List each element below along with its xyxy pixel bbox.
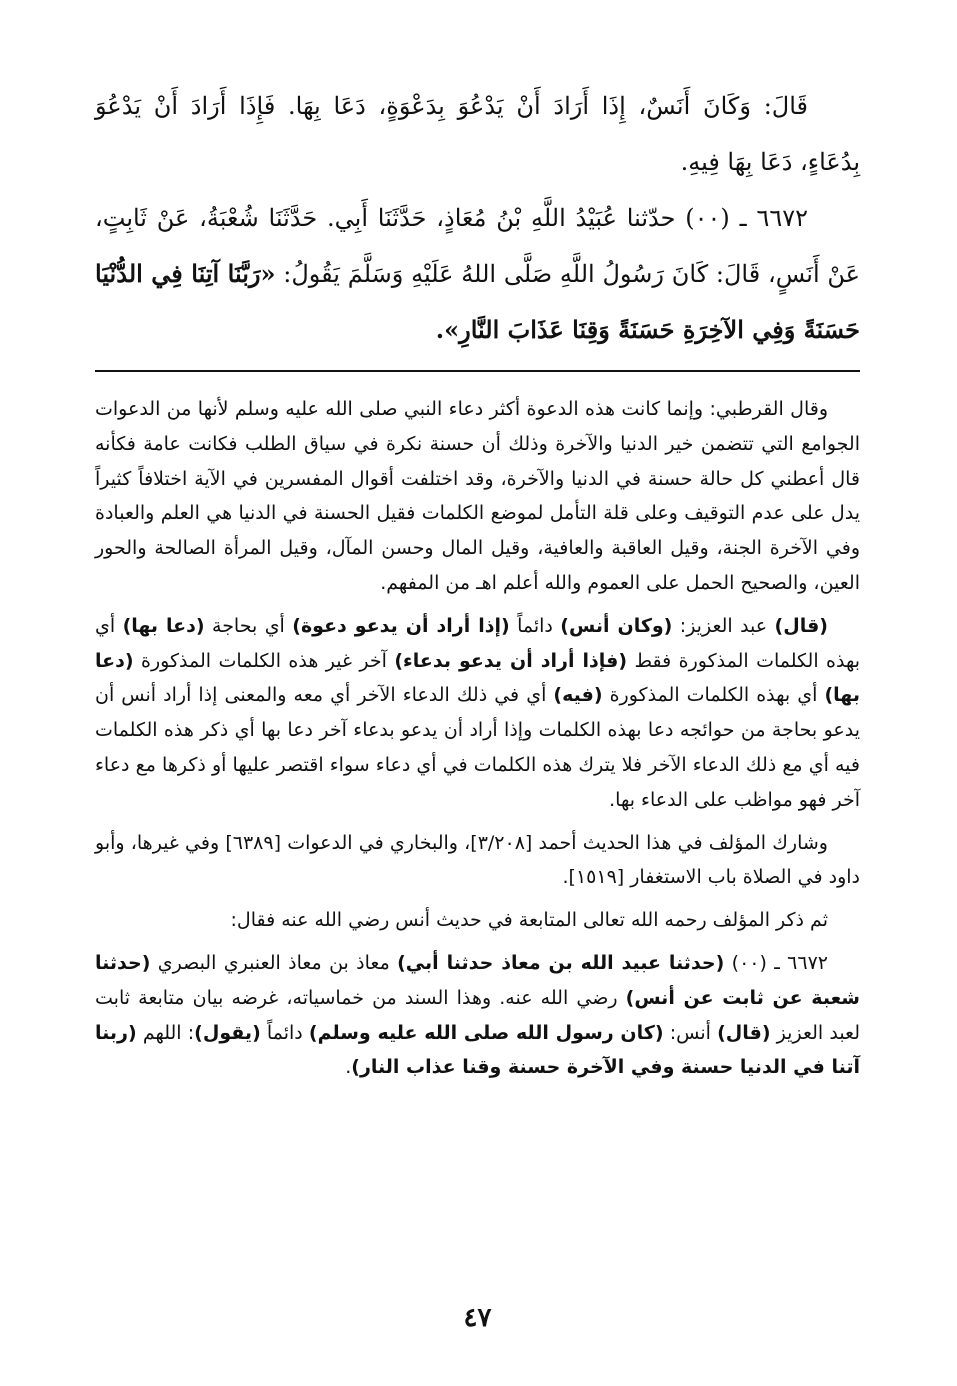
- plain-text: معاذ بن معاذ العنبري البصري: [150, 951, 398, 974]
- plain-text: عبد العزيز:: [672, 614, 775, 637]
- hadith-quote: «رَبَّنَا آتِنَا فِي الدُّنْيَا حَسَنَةً وَفِي الآخِرَةِ حَسَنَةً وَقِنَا عَذَابَ النَّارِ».: [95, 259, 860, 344]
- plain-text: أي بهذه الكلمات المذكورة: [602, 684, 825, 707]
- plain-text: أي في ذلك الدعاء الآخر أي معه والمعنى إذا أراد أنس أن يدعو بحاجة من حوائجه دعا بهذه الكلمات وإذا أراد أن يدعو بدعاء آخر دعا بها أي ذكر هذه الكلمات فيه أي مع ذلك الدعاء الآخر فلا يترك هذه الكلمات في أي دعاء سواء اقتصر عليها أو ذكرها مع دعاء آخر فهو مواظب على الدعاء بها.: [95, 684, 860, 811]
- hadith-isnad: ٦٦٧٢ ـ (٠٠) حدّثنا عُبَيْدُ اللَّهِ بْنُ مُعَاذٍ، حَدَّثَنَا أَبِي. حَدَّثَنَا شُعْبَةُ، عَنْ ثَابِتٍ، عَنْ أَنَسٍ، قَالَ: كَانَ رَسُولُ اللَّهِ صَلَّى اللهُ عَلَيْهِ وَسَلَّمَ يَقُولُ:: [95, 204, 860, 288]
- plain-text: دائماً: [509, 614, 561, 637]
- bold-term: (قال): [774, 614, 828, 637]
- plain-text: ٦٦٧٢ ـ (٠٠): [724, 951, 828, 974]
- hadith-paragraph-2: [95, 190, 860, 358]
- bold-term: (كان رسول الله صلى الله عليه وسلم): [308, 1021, 664, 1044]
- plain-text: رضي الله عنه. وهذا السند من خماسياته، غرضه بيان متابعة ثابت لعبد العزيز: [95, 986, 861, 1044]
- plain-text: أنس:: [663, 1021, 718, 1044]
- book-page: [95, 78, 860, 1338]
- commentary-section: [95, 392, 860, 1093]
- plain-text: دائماً: [260, 1021, 309, 1044]
- commentary-sources: وشارك المؤلف في هذا الحديث أحمد [٣/٢٠٨]، والبخاري في الدعوات [٦٣٨٩] وفي غيرها، وأبو داود في الصلاة باب الاستغفار [١٥١٩].: [95, 831, 860, 889]
- bold-term: (فإذا أراد أن يدعو بدعاء): [394, 649, 628, 672]
- commentary-transition: ثم ذكر المؤلف رحمه الله تعالى المتابعة في حديث أنس رضي الله عنه فقال:: [230, 909, 828, 932]
- commentary-explanation: [95, 609, 860, 818]
- bold-term: (وكان أنس): [560, 614, 673, 637]
- bold-term: (دعا بها): [122, 614, 205, 637]
- commentary-mutaba: [95, 946, 860, 1085]
- plain-text: أي بحاجة: [204, 614, 293, 637]
- bold-term: (حدثنا شعبة عن ثابت عن أنس): [95, 951, 860, 1009]
- hadith-paragraph-1: قَالَ: وَكَانَ أَنَسٌ، إِذَا أَرَادَ أَنْ يَدْعُوَ بِدَعْوَةٍ، دَعَا بِهَا. فَإِذَا أَرَادَ أَنْ يَدْعُوَ بِدُعَاءٍ، دَعَا بِهَا فِيهِ.: [95, 92, 860, 176]
- commentary-qurtubi: وقال القرطبي: وإنما كانت هذه الدعوة أكثر دعاء النبي صلى الله عليه وسلم لأنها من الدعوات الجوامع التي تتضمن خير الدنيا والآخرة وذلك أن حسنة نكرة في سياق الطلب فكانت عامة فكأنه قال أعطني كل حالة حسنة في الدنيا والآخرة، وقد اختلفت أقوال المفسرين في الآية اختلافاً كثيراً يدل على عدم التوقيف وعلى قلة التأمل لموضع الكلمات فقيل الحسنة في الدنيا هي العلم والعبادة وفي الآخرة الجنة، وقيل العاقبة والعافية، وقيل المال وحسن المآل، وقيل المرأة الصالحة والحور العين، والصحيح الحمل على العموم والله أعلم اهـ من المفهم.: [95, 398, 860, 594]
- bold-term: (إذا أراد أن يدعو دعوة): [292, 614, 510, 637]
- bold-term: (حدثنا عبيد الله بن معاذ حدثنا أبي): [397, 951, 725, 974]
- plain-text: أي بهذه الكلمات المذكورة فقط: [95, 614, 861, 672]
- bold-term: (يقول): [194, 1021, 261, 1044]
- bold-term: (ربنا آتنا في الدنيا حسنة وفي الآخرة حسنة وقنا عذاب النار): [95, 1021, 860, 1079]
- plain-text: آخر غير هذه الكلمات المذكورة: [133, 649, 395, 672]
- plain-text: .: [345, 1056, 352, 1079]
- bold-term: (فيه): [553, 684, 603, 707]
- plain-text: : اللهم: [136, 1021, 195, 1044]
- bold-term: (دعا بها): [95, 649, 860, 707]
- hadith-main-text: [95, 78, 860, 358]
- bold-term: (قال): [717, 1021, 771, 1044]
- page-number: ٤٧: [463, 1303, 492, 1333]
- footnote-divider: [95, 370, 860, 372]
